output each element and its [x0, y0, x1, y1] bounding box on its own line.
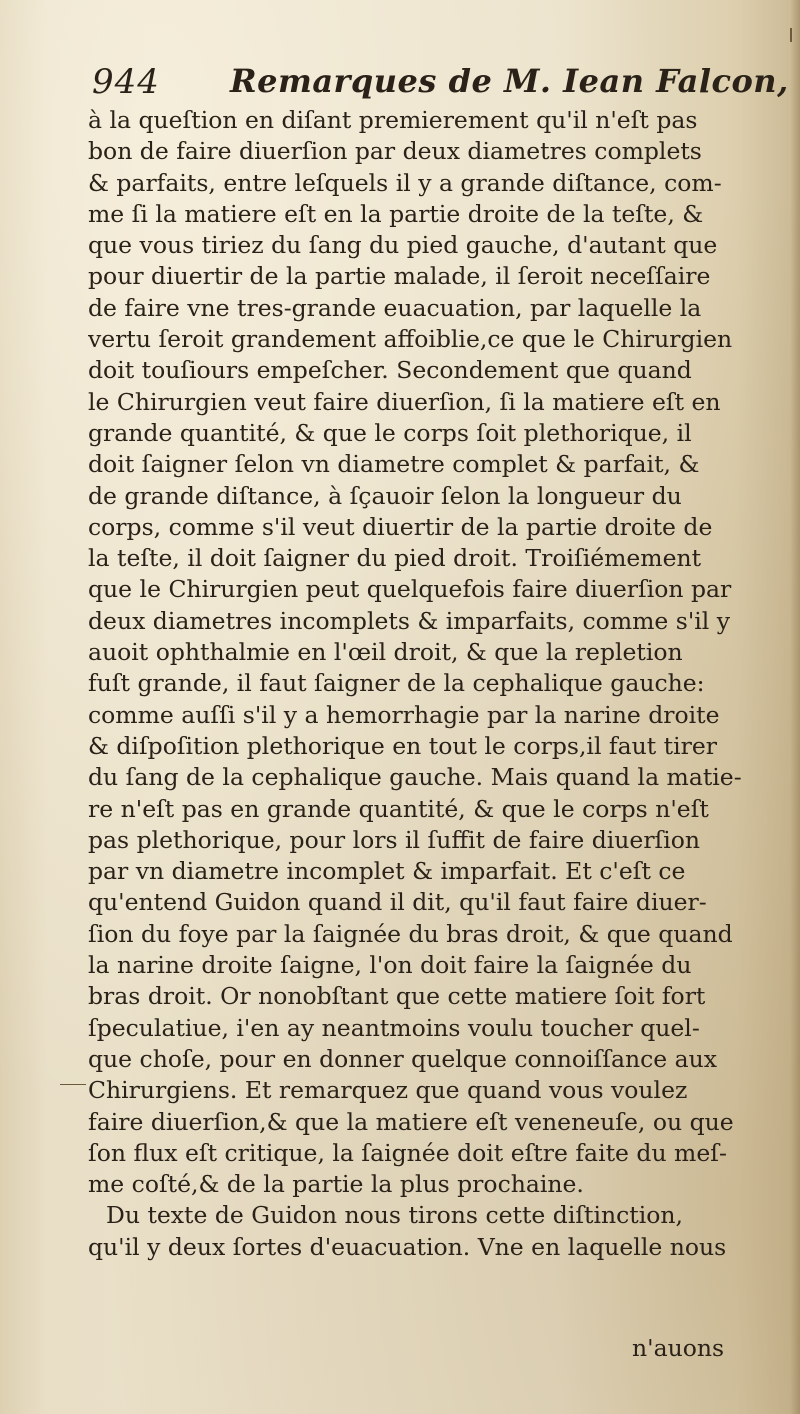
text-line: bras droit. Or nonobſtant que cette matiere ſoit fort	[88, 982, 706, 1011]
text-line: que le Chirurgien peut quelquefois faire diuerſion par	[88, 575, 732, 604]
page-header	[92, 62, 789, 106]
text-line: me ſi la matiere eſt en la partie droite de la teſte, &	[88, 199, 704, 228]
running-head: Remarques de M. Iean Falcon,	[230, 62, 789, 100]
text-line: fuſt grande, il faut ſaigner de la cephalique gauche:	[88, 669, 705, 698]
body-text	[88, 105, 768, 1263]
text-line: re n'eſt pas en grande quantité, & que le corps n'eſt	[88, 794, 709, 823]
text-line: vertu ſeroit grandement affoiblie,ce que le Chirurgien	[88, 325, 733, 354]
text-line: grande quantité, & que le corps ſoit plethorique, il	[88, 418, 692, 447]
text-line: qu'il y deux ſortes d'euacuation. Vne en laquelle nous	[88, 1232, 727, 1261]
text-line: & parfaits, entre leſquels il y a grande diſtance, com-	[88, 168, 722, 197]
text-line: doit touſiours empeſcher. Secondement que quand	[88, 356, 692, 385]
text-line: Chirurgiens. Et remarquez que quand vous voulez	[88, 1076, 688, 1105]
text-line: comme auſſi s'il y a hemorrhagie par la narine droite	[88, 700, 720, 729]
text-line: de faire vne tres-grande euacuation, par laquelle la	[88, 293, 702, 322]
text-line: le Chirurgien veut faire diuerſion, ſi la matiere eſt en	[88, 387, 721, 416]
text-line: de grande diſtance, à ſçauoir ſelon la longueur du	[88, 481, 682, 510]
text-line: du ſang de la cephalique gauche. Mais quand la matie-	[88, 763, 742, 792]
margin-mark	[790, 28, 792, 42]
text-line: pas plethorique, pour lors il ſuffit de faire diuerſion	[88, 825, 701, 854]
text-line: la teſte, il doit ſaigner du pied droit. Troiſiémement	[88, 544, 702, 573]
catchword: n'auons	[632, 1334, 725, 1362]
text-line: ſion du foye par la ſaignée du bras droit, & que quand	[88, 919, 733, 948]
text-line: doit ſaigner ſelon vn diametre complet & parfait, &	[88, 450, 700, 479]
text-line: ſpeculatiue, i'en ay neantmoins voulu toucher quel-	[88, 1013, 700, 1042]
text-line: pour diuertir de la partie malade, il ſeroit neceſſaire	[88, 262, 711, 291]
text-line: à la queſtion en diſant premierement qu'il n'eſt pas	[88, 106, 698, 134]
text-line: que vous tiriez du ſang du pied gauche, d'autant que	[88, 231, 718, 260]
text-line: me coſté,& de la partie la plus prochaine.	[88, 1170, 584, 1199]
text-line: que choſe, pour en donner quelque connoiſſance aux	[88, 1044, 718, 1073]
page-number: 944	[92, 62, 160, 102]
text-line: qu'entend Guidon quand il dit, qu'il faut faire diuer-	[88, 888, 707, 917]
text-line: par vn diametre incomplet & imparfait. Et c'eſt ce	[88, 857, 686, 886]
text-line: la narine droite ſaigne, l'on doit faire la ſaignée du	[88, 951, 692, 980]
paragraph-start-line: Du texte de Guidon nous tirons cette diſtinction,	[106, 1201, 684, 1230]
page-edge-shadow	[790, 0, 800, 1414]
text-line: auoit ophthalmie en l'œil droit, & que la repletion	[88, 638, 683, 667]
text-line: corps, comme s'il veut diuertir de la partie droite de	[88, 512, 713, 541]
text-line: & diſpoſition plethorique en tout le corps,il faut tirer	[88, 731, 718, 760]
text-line: faire diuerſion,& que la matiere eſt veneneuſe, ou que	[88, 1107, 734, 1136]
text-line: ſon flux eſt critique, la ſaignée doit eſtre faite du meſ-	[88, 1138, 727, 1167]
text-line: deux diametres incomplets & imparfaits, comme s'il y	[88, 606, 731, 635]
margin-dash	[60, 1084, 86, 1085]
text-line: bon de faire diuerſion par deux diametres complets	[88, 137, 702, 166]
